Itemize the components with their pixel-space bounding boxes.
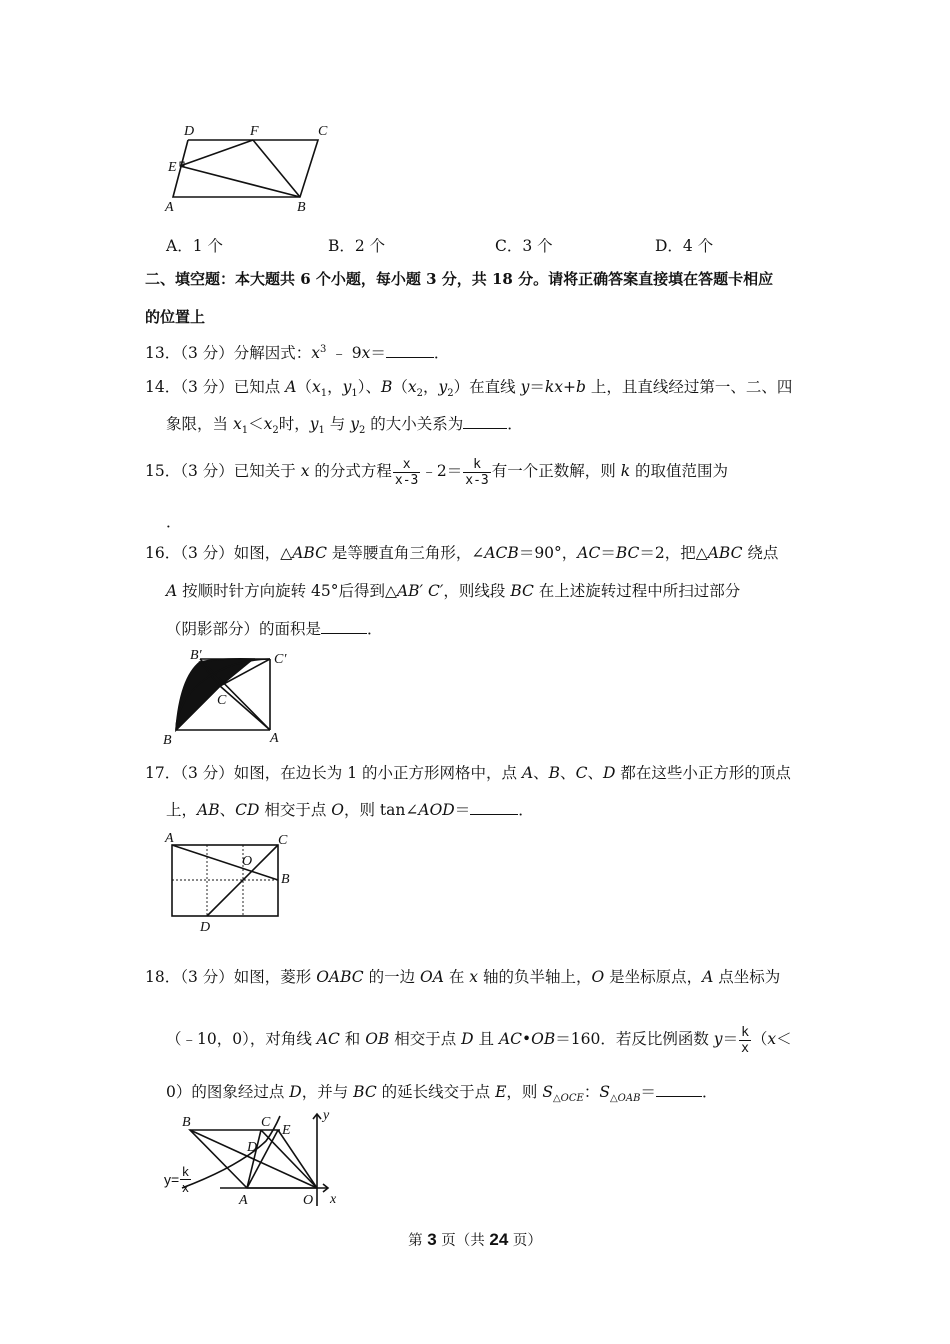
page-total: 24 xyxy=(489,1230,509,1249)
label-d: D xyxy=(247,1140,258,1155)
segment-fb xyxy=(253,140,300,197)
label-d: D xyxy=(200,920,211,935)
question-16-cont: A 按顺时针方向旋转 45°后得到△AB′ C′，则线段 BC 在上述旋转过程中所扫过部分 xyxy=(166,582,741,600)
label-f: F xyxy=(250,124,259,139)
option-b: B．2 个 xyxy=(328,237,386,255)
function-label: y= $\frac{k}{x}$ xyxy=(164,1164,189,1195)
label-d: D xyxy=(184,124,195,139)
answer-blank xyxy=(321,619,367,634)
label-a: A xyxy=(165,831,174,846)
segment-eb xyxy=(180,166,300,197)
question-15-cont: ． xyxy=(166,513,182,531)
label-a: A xyxy=(239,1193,248,1208)
label-x: x xyxy=(330,1192,337,1207)
label-e: E xyxy=(282,1123,291,1138)
page-number: 3 xyxy=(427,1230,437,1249)
label-a: A xyxy=(270,731,279,746)
question-14: 14．（3 分）已知点 $A(x_1$，$y_1$）、$B(x_2$，$y_2$）在直线 y＝kx+b 上，且直线经过第一、二、四 xyxy=(145,378,793,400)
section-title: 二、填空题：本大题共 6 个小题，每小题 3 分，共 18 分。请将正确答案直接填在答题卡相应 xyxy=(145,270,774,288)
answer-blank xyxy=(470,800,518,815)
segment-ef xyxy=(180,140,253,166)
question-16: 16．（3 分）如图，△ABC 是等腰直角三角形，∠ACB＝90°，AC＝BC＝2，把△ABC 绕点 xyxy=(145,544,779,562)
figure-parallelogram xyxy=(160,118,340,218)
label-c: C xyxy=(318,124,328,139)
label-e: E xyxy=(168,160,177,175)
label-o: O xyxy=(242,854,253,869)
segment-oc xyxy=(261,1130,317,1188)
label-b: B xyxy=(281,872,290,887)
option-c: C．3 个 xyxy=(495,237,553,255)
label-b: B xyxy=(297,200,306,215)
label-c-prime: C′ xyxy=(274,652,287,667)
question-16-cont2: （阴影部分）的面积是 ． xyxy=(166,620,383,638)
grid-border xyxy=(172,845,278,916)
segment-ab xyxy=(172,845,278,880)
label-b-prime: B′ xyxy=(190,648,202,663)
parallelogram-outline xyxy=(173,140,318,197)
answer-blank xyxy=(656,1082,702,1097)
question-17-cont: 上，AB、CD 相交于点 O，则 tan∠AOD＝ ． xyxy=(166,801,534,819)
label-a: A xyxy=(165,200,174,215)
answer-blank xyxy=(386,343,434,358)
label-c: C xyxy=(217,693,227,708)
question-18-cont: （﹣10，0），对角线 AC 和 OB 相交于点 D 且 AC•OB＝160．若反比例函数 y＝ $\frac{k}{x}$ （x＜ xyxy=(166,1024,792,1056)
fraction-k-over-x-3: $\frac{k}{x-3}$ xyxy=(465,456,489,488)
question-18-cont2: 0）的图象经过点 D，并与 BC 的延长线交于点 E，则 $S_{\triangle OCE}$：$S_{\triangle OAB}=$ ． xyxy=(166,1083,718,1105)
question-17: 17．（3 分）如图，在边长为 1 的小正方形网格中，点 A、B、C、D 都在这些小正方形的顶点 xyxy=(145,764,791,782)
figure-grid xyxy=(160,828,300,936)
question-14-cont: 象限，当 $x_1<x_2$时，$y_1$ 与 $y_2$ 的大小关系为 ． xyxy=(166,415,523,437)
label-o: O xyxy=(303,1193,314,1208)
answer-blank xyxy=(463,414,507,429)
label-c: C xyxy=(261,1115,271,1130)
label-c: C xyxy=(278,833,288,848)
option-d: D．4 个 xyxy=(655,237,714,255)
question-13: 13．（3 分）分解因式：$x^3$ ﹣ 9x＝ ． xyxy=(145,344,450,363)
label-b: B xyxy=(182,1115,191,1130)
figure-rotation xyxy=(160,646,300,748)
label-y: y xyxy=(323,1108,330,1123)
question-15: 15．（3 分）已知关于 x 的分式方程 $\frac{x}{x-3}$ ﹣2＝ $\frac{k}{x-3}$ 有一个正数解，则 k 的取值范围为 xyxy=(145,456,729,488)
segment-ca xyxy=(220,686,270,730)
label-b: B xyxy=(163,733,172,748)
option-a: A．1 个 xyxy=(166,237,223,255)
section-title-cont: 的位置上 xyxy=(145,308,206,326)
fraction-x-over-x-3: $\frac{x}{x-3}$ xyxy=(394,456,419,488)
page-footer: 第 3 页（共 24 页） xyxy=(408,1230,542,1249)
question-18: 18．（3 分）如图，菱形 OABC 的一边 OA 在 x 轴的负半轴上，O 是坐标原点，A 点坐标为 xyxy=(145,968,781,986)
fraction-k-over-x: $\frac{k}{x}$ xyxy=(741,1024,749,1056)
